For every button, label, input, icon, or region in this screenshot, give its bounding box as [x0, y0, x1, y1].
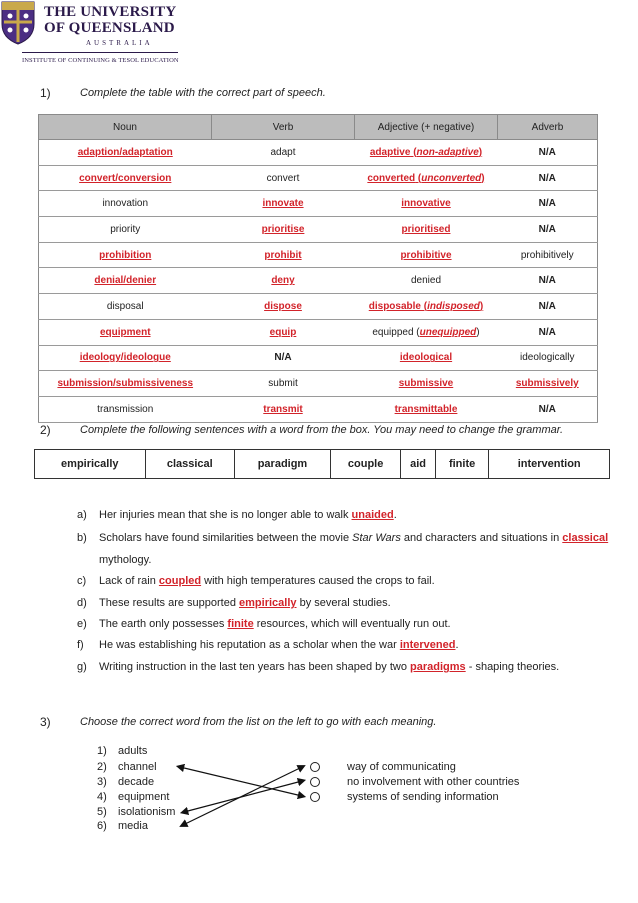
adverb-cell: submissively: [498, 371, 598, 397]
match-line-media: [183, 767, 302, 825]
word-box-item: paradigm: [234, 450, 330, 479]
word-box-item: classical: [145, 450, 234, 479]
sentence-letter: c): [77, 575, 87, 587]
left-item-number: 6): [97, 820, 107, 832]
sentence-letter: d): [77, 597, 87, 609]
logo-line-3: AUSTRALIA: [86, 39, 153, 47]
adjective-cell: disposable (indisposed): [355, 294, 498, 320]
verb-cell: N/A: [212, 345, 355, 371]
left-list-item: [97, 745, 148, 757]
adjective-cell: converted (unconverted): [355, 165, 498, 191]
verb-cell: prohibit: [212, 242, 355, 268]
word-box-item: finite: [435, 450, 489, 479]
sentence-text: Scholars have found similarities between the movie: [99, 532, 353, 544]
sentence-text-mid: and characters and situations in: [400, 532, 563, 544]
sentence-text-end: - shaping theories.: [465, 661, 560, 673]
answer-circle[interactable]: [310, 762, 320, 772]
verb-cell: transmit: [212, 396, 355, 422]
sentence-answer: empirically: [239, 597, 297, 609]
verb-cell: dispose: [212, 294, 355, 320]
q3-instruction: Choose the correct word from the list on the left to go with each meaning.: [80, 716, 437, 728]
adverb-cell: N/A: [498, 191, 598, 217]
adjective-value: adaptive: [369, 146, 411, 158]
word-box: [34, 449, 610, 479]
adjective-cell: prohibitive: [355, 242, 498, 268]
sentence-italic: Star Wars: [352, 532, 401, 544]
adjective-cell: innovative: [355, 191, 498, 217]
adverb-cell: N/A: [498, 217, 598, 243]
table-row: [39, 191, 598, 217]
adverb-cell: ideologically: [498, 345, 598, 371]
crest-icon: [0, 0, 36, 46]
sentence-text-end: .: [455, 639, 459, 651]
adjective-negative: unequipped: [419, 326, 477, 338]
q3-number: 3): [40, 715, 51, 729]
word-box-item: empirically: [35, 450, 146, 479]
verb-cell: prioritise: [212, 217, 355, 243]
adverb-cell: N/A: [498, 396, 598, 422]
adjective-negative: indisposed: [427, 300, 480, 312]
table-row: [39, 371, 598, 397]
sentence-letter: g): [77, 661, 87, 673]
left-item-word: adults: [118, 745, 148, 757]
verb-cell: deny: [212, 268, 355, 294]
sentence-text: The earth only possesses: [99, 618, 228, 630]
left-list-item: [97, 791, 170, 803]
noun-cell: disposal: [39, 294, 212, 320]
word-box-item: couple: [330, 450, 400, 479]
answer-circle[interactable]: [310, 777, 320, 787]
sentence-text: Writing instruction in the last ten years has been shaped by two: [99, 661, 411, 673]
sentence-letter: f): [77, 639, 84, 651]
left-item-word: media: [118, 820, 148, 832]
left-item-number: 4): [97, 791, 107, 803]
table-row: [39, 345, 598, 371]
sentence-answer: paradigms: [410, 661, 466, 673]
university-logo: [0, 0, 180, 68]
table-row: [39, 294, 598, 320]
adjective-cell: denied: [355, 268, 498, 294]
table-row: [39, 242, 598, 268]
adjective-cell: ideological: [355, 345, 498, 371]
noun-cell: prohibition: [39, 242, 212, 268]
q2-number: 2): [40, 423, 51, 437]
sentence-text-end: with high temperatures caused the crops to fail.: [201, 575, 435, 587]
verb-cell: submit: [212, 371, 355, 397]
sentence-answer: unaided: [351, 509, 394, 521]
match-line-channel: [180, 767, 302, 796]
noun-cell: ideology/ideologue: [39, 345, 212, 371]
q2-instruction: Complete the following sentences with a word from the box. You may need to change the grammar.: [80, 424, 564, 436]
logo-rule: [22, 52, 178, 53]
logo-line-1: THE UNIVERSITY: [44, 4, 177, 20]
table-row: [39, 319, 598, 345]
sentence-answer: coupled: [158, 575, 202, 587]
sentence-answer: finite: [227, 618, 254, 630]
table-row: [39, 165, 598, 191]
adjective-cell: equipped (unequipped): [355, 319, 498, 345]
adjective-cell: submissive: [355, 371, 498, 397]
meaning-item: no involvement with other countries: [347, 776, 520, 788]
parts-of-speech-table: [38, 114, 598, 423]
left-item-number: 3): [97, 776, 107, 788]
sentence-answer: intervened: [399, 639, 456, 651]
sentence-text: mythology.: [99, 554, 152, 566]
sentence-text: Lack of rain: [99, 575, 159, 587]
adverb-cell: prohibitively: [498, 242, 598, 268]
adverb-cell: N/A: [498, 165, 598, 191]
adjective-value: converted: [367, 172, 416, 184]
header-adverb: Adverb: [498, 115, 598, 140]
noun-cell: adaption/adaptation: [39, 140, 212, 166]
table-row: [39, 140, 598, 166]
sentence-text-end: .: [393, 509, 397, 521]
verb-cell: convert: [212, 165, 355, 191]
left-list-item: [97, 806, 176, 818]
adjective-value: disposable: [368, 300, 421, 312]
answer-circle[interactable]: [310, 792, 320, 802]
sentence-text-end: resources, which will eventually run out.: [253, 618, 451, 630]
left-list-item: [97, 776, 155, 788]
logo-line-2: OF QUEENSLAND: [44, 20, 175, 36]
sentence-letter: b): [77, 532, 87, 544]
adverb-cell: N/A: [498, 268, 598, 294]
table-row: [39, 217, 598, 243]
noun-cell: equipment: [39, 319, 212, 345]
sentence-text: He was establishing his reputation as a scholar when the war: [99, 639, 400, 651]
left-item-number: 5): [97, 806, 107, 818]
table-row: [39, 268, 598, 294]
adjective-value: equipped: [372, 326, 414, 338]
verb-cell: innovate: [212, 191, 355, 217]
sentence-text: These results are supported: [99, 597, 240, 609]
left-item-word: channel: [118, 761, 157, 773]
noun-cell: innovation: [39, 191, 212, 217]
noun-cell: denial/denier: [39, 268, 212, 294]
adjective-cell: transmittable: [355, 396, 498, 422]
left-item-number: 1): [97, 745, 107, 757]
adjective-negative: non-adaptive: [416, 146, 479, 158]
noun-cell: transmission: [39, 396, 212, 422]
adjective-cell: prioritised: [355, 217, 498, 243]
verb-cell: equip: [212, 319, 355, 345]
match-line-isolationism: [184, 781, 302, 812]
q1-number: 1): [40, 86, 51, 100]
logo-line-4: INSTITUTE OF CONTINUING & TESOL EDUCATION: [22, 57, 179, 64]
left-item-word: decade: [118, 776, 155, 788]
left-item-word: equipment: [118, 791, 170, 803]
word-box-item: aid: [401, 450, 436, 479]
q1-instruction: Complete the table with the correct part of speech.: [80, 87, 326, 99]
adverb-cell: N/A: [498, 294, 598, 320]
header-adjective: Adjective (+ negative): [355, 115, 498, 140]
adjective-cell: adaptive (non-adaptive): [355, 140, 498, 166]
left-list-item: [97, 820, 148, 832]
sentence-letter: e): [77, 618, 87, 630]
left-item-number: 2): [97, 761, 107, 773]
sentence-answer: classical: [562, 532, 609, 544]
noun-cell: submission/submissiveness: [39, 371, 212, 397]
noun-cell: convert/conversion: [39, 165, 212, 191]
adjective-negative: unconverted: [421, 172, 482, 184]
sentence-text: Her injuries mean that she is no longer able to walk: [99, 509, 352, 521]
meaning-item: way of communicating: [347, 761, 456, 773]
sentence-text-end: by several studies.: [296, 597, 391, 609]
header-verb: Verb: [212, 115, 355, 140]
meaning-item: systems of sending information: [347, 791, 499, 803]
noun-cell: priority: [39, 217, 212, 243]
left-item-word: isolationism: [118, 806, 176, 818]
verb-cell: adapt: [212, 140, 355, 166]
table-row: [39, 396, 598, 422]
word-box-item: intervention: [489, 450, 610, 479]
sentence-letter: a): [77, 509, 87, 521]
header-noun: Noun: [39, 115, 212, 140]
adverb-cell: N/A: [498, 319, 598, 345]
adverb-cell: N/A: [498, 140, 598, 166]
left-list-item: [97, 761, 157, 773]
